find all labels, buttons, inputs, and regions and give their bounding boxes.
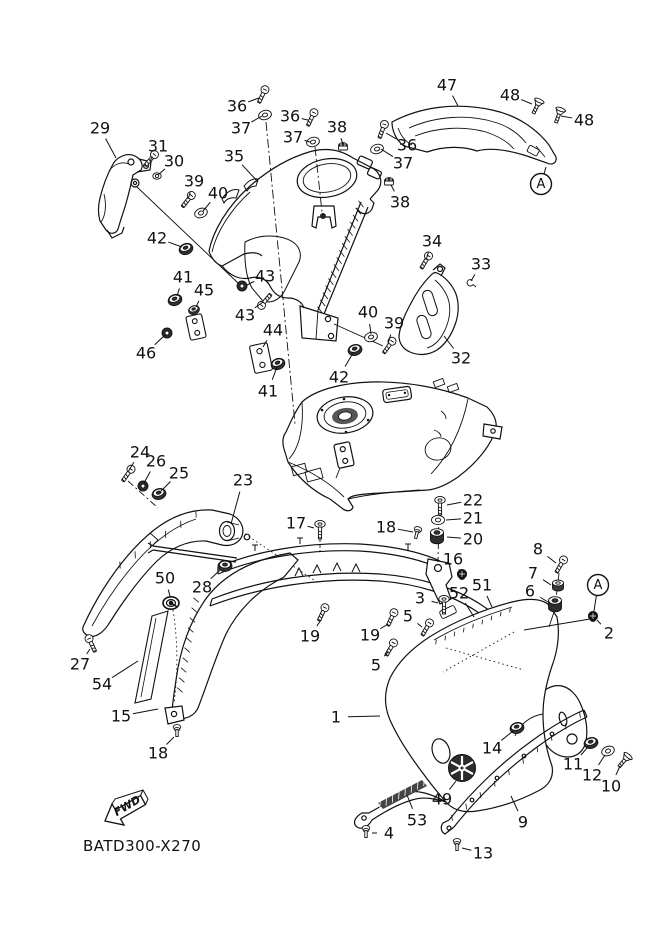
damper-icon	[457, 569, 466, 579]
callout-52: 52	[448, 583, 470, 603]
callout-3: 3	[414, 588, 426, 608]
callout-9: 9	[517, 812, 529, 832]
callout-36: 36	[226, 96, 248, 116]
callout-50: 50	[154, 568, 176, 588]
screw-icon	[553, 554, 569, 574]
svg-text:A: A	[536, 177, 546, 192]
screw-icon	[119, 464, 136, 484]
callout-22: 22	[462, 490, 484, 510]
part-54-protector-film	[135, 611, 168, 703]
part-1-side-panel	[355, 599, 559, 828]
callout-51: 51	[471, 575, 493, 595]
leader-line	[465, 603, 474, 617]
leader-line	[348, 716, 380, 717]
leader-line	[599, 755, 605, 765]
pin-icon	[453, 839, 461, 851]
leader-line	[453, 96, 458, 106]
callout-29: 29	[89, 118, 111, 138]
callout-17: 17	[285, 513, 307, 533]
callout-40: 40	[357, 302, 379, 322]
callout-11: 11	[562, 754, 584, 774]
screw-flat-icon	[615, 751, 633, 770]
callout-54: 54	[91, 674, 113, 694]
washer-icon	[600, 744, 615, 757]
svg-text:A: A	[593, 578, 603, 593]
callout-18: 18	[375, 517, 397, 537]
washer-icon	[258, 109, 273, 121]
callout-43: 43	[254, 266, 276, 286]
callout-20: 20	[462, 529, 484, 549]
callout-19: 19	[299, 626, 321, 646]
callout-36: 36	[396, 135, 418, 155]
nut-fl-icon	[553, 580, 564, 591]
leader-line	[155, 335, 165, 345]
callout-49: 49	[431, 789, 453, 809]
callout-21: 21	[462, 508, 484, 528]
callout-13: 13	[472, 843, 494, 863]
leader-line	[391, 185, 394, 191]
leader-line	[106, 139, 116, 158]
callout-12: 12	[581, 765, 603, 785]
leader-line	[345, 353, 353, 367]
fwd-label: FWD	[111, 793, 143, 819]
grommet-rib-icon	[347, 343, 363, 357]
callout-23: 23	[232, 470, 254, 490]
leader-line	[417, 623, 422, 627]
callout-31: 31	[147, 136, 169, 156]
screw-flat-icon	[529, 97, 545, 116]
screw-icon	[376, 119, 390, 139]
leader-line	[543, 580, 551, 585]
screw-icon	[84, 633, 99, 653]
callout-45: 45	[193, 280, 215, 300]
callout-5: 5	[370, 655, 382, 675]
callout-6: 6	[524, 581, 536, 601]
callout-28: 28	[191, 577, 213, 597]
fwd-arrow	[105, 790, 148, 825]
callout-26: 26	[145, 451, 167, 471]
callout-36: 36	[279, 106, 301, 126]
leader-line	[112, 661, 138, 678]
leader-line	[87, 649, 90, 654]
callout-18: 18	[147, 743, 169, 763]
callout-32: 32	[450, 348, 472, 368]
part-15-side-panel-inner	[165, 553, 298, 724]
callout-41: 41	[172, 267, 194, 287]
leader-line	[597, 620, 601, 624]
part-44-brackets	[186, 314, 273, 374]
leader-line	[380, 624, 388, 629]
callout-42: 42	[328, 367, 350, 387]
callout-34: 34	[421, 231, 443, 251]
leader-line	[432, 601, 438, 603]
callout-37: 37	[392, 153, 414, 173]
part-32-side-cover	[399, 264, 458, 354]
leader-line	[561, 116, 572, 118]
screw-icon	[315, 602, 330, 622]
callout-38: 38	[389, 192, 411, 212]
leader-line	[447, 537, 461, 538]
callout-10: 10	[600, 776, 622, 796]
callout-43: 43	[234, 305, 256, 325]
callout-27: 27	[69, 654, 91, 674]
callout-47: 47	[436, 75, 458, 95]
pin-icon	[173, 725, 181, 737]
pin-icon	[412, 526, 422, 539]
pin-icon	[362, 826, 370, 838]
leader-line	[398, 529, 413, 532]
callout-35: 35	[223, 146, 245, 166]
callout-33: 33	[470, 254, 492, 274]
callout-46: 46	[135, 343, 157, 363]
screw-icon	[179, 190, 197, 210]
screw-icon	[418, 250, 434, 270]
washer-icon	[432, 515, 445, 524]
leader-line	[161, 481, 171, 491]
callout-16: 16	[442, 549, 464, 569]
callout-39: 39	[383, 313, 405, 333]
callout-15: 15	[110, 706, 132, 726]
callout-4: 4	[383, 823, 395, 843]
callout-30: 30	[163, 151, 185, 171]
callout-38: 38	[326, 117, 348, 137]
part-49-emblem	[449, 755, 476, 782]
washer-icon	[306, 136, 321, 148]
callout-48: 48	[499, 85, 521, 105]
leader-line	[381, 149, 393, 157]
callout-41: 41	[257, 381, 279, 401]
clip-icon	[385, 178, 394, 185]
leader-line	[447, 502, 461, 505]
leader-line	[616, 766, 620, 775]
grommet-rib-icon	[178, 242, 195, 257]
screw-v-icon	[315, 520, 325, 539]
leader-line	[521, 100, 532, 104]
callout-8: 8	[532, 539, 544, 559]
grommet-dark-icon	[549, 597, 562, 612]
callout-24: 24	[129, 442, 151, 462]
callout-39: 39	[183, 171, 205, 191]
screw-v-icon	[435, 496, 445, 515]
leader-line	[487, 596, 492, 607]
callout-14: 14	[481, 738, 503, 758]
leader-line	[242, 165, 258, 182]
callout-48: 48	[573, 110, 595, 130]
leader-line	[302, 119, 308, 120]
drawing-code: BATD300-X270	[83, 837, 202, 855]
leader-line	[168, 242, 182, 247]
leader-line	[144, 472, 150, 483]
damper-icon	[588, 611, 597, 621]
ref-marker-a	[588, 575, 609, 612]
callout-53: 53	[406, 810, 428, 830]
nut-icon	[138, 481, 148, 491]
callout-42: 42	[146, 228, 168, 248]
callout-1: 1	[330, 707, 342, 727]
leader-line	[168, 590, 170, 596]
washer-icon	[370, 143, 385, 155]
grommet-ring-icon	[163, 597, 179, 609]
leader-line	[471, 274, 475, 281]
callout-37: 37	[282, 127, 304, 147]
nut-icon	[237, 281, 247, 291]
callout-19: 19	[359, 625, 381, 645]
callout-25: 25	[168, 463, 190, 483]
callout-7: 7	[527, 563, 539, 583]
grommet-rib-icon	[167, 293, 184, 308]
screw-flat-icon	[551, 106, 566, 124]
washer-icon	[193, 206, 208, 219]
leader-line	[462, 848, 471, 850]
callout-5: 5	[402, 606, 414, 626]
callout-44: 44	[262, 320, 284, 340]
callout-2: 2	[603, 623, 615, 643]
leader-line	[547, 556, 556, 563]
leader-line	[133, 709, 158, 714]
grommet-rib-icon	[151, 487, 167, 501]
leader-line	[308, 526, 314, 528]
screw-icon	[304, 107, 319, 127]
screw-icon	[255, 84, 270, 104]
grommet-rib-icon	[218, 561, 232, 572]
grommet-dark-icon	[431, 529, 444, 544]
leader-line	[446, 519, 461, 520]
ref-marker-a	[531, 167, 552, 195]
callout-37: 37	[230, 118, 252, 138]
callout-40: 40	[207, 183, 229, 203]
